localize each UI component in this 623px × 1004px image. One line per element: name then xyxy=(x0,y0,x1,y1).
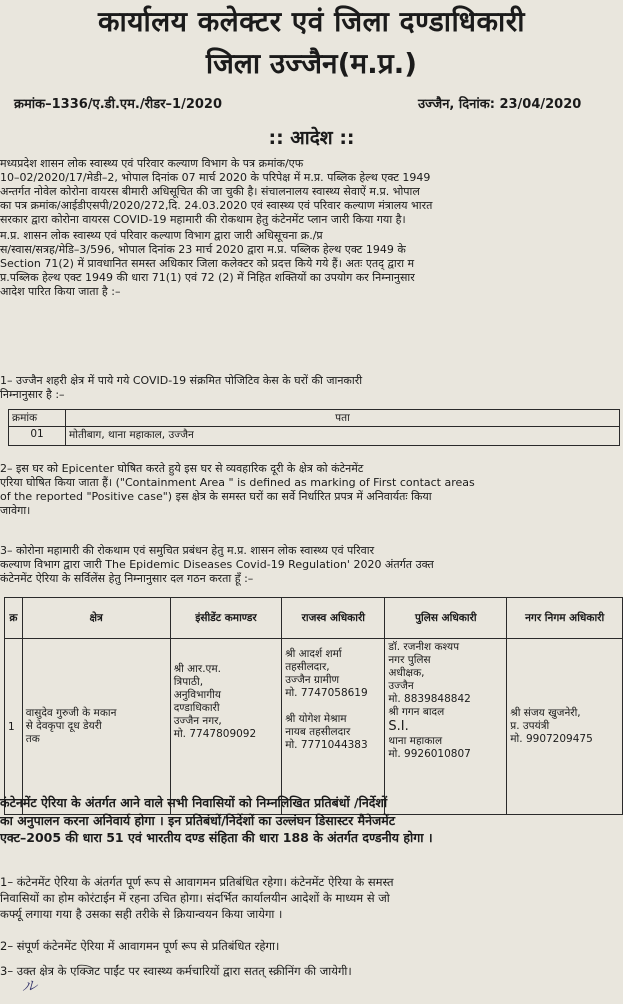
text-line: जावेगा। xyxy=(0,504,31,517)
cell-line: त्रिपाठी, xyxy=(173,676,204,688)
district-heading: जिला उज्जैन(म.प्र.) xyxy=(205,47,418,80)
text-line: म.प्र. शासन लोक स्वास्थ्य एवं परिवार कल्याण विभाग द्वारा जारी अधिसूचना क्र./प्र xyxy=(0,229,323,242)
cell-line: नगर पुलिस xyxy=(388,654,431,666)
text-line: 2– संपूर्ण कंटेनमेंट ऐरिया में आवागमन पूर्ण रूप से प्रतिबंधित रहेगा। xyxy=(0,939,280,953)
text-line: एक्ट–2005 की धारा 51 एवं भारतीय दण्ड संहिता की धारा 188 के अंतर्गत दण्डनीय होगा । xyxy=(0,830,433,845)
text-line: अन्तर्गत नोवेल कोरोना वायरस बीमारी अधिसूचित की जा चुकी है। संचालनालय स्वास्थ्य सेवाऐं म.प्र. भोपाल xyxy=(0,185,420,198)
cell-line: श्री आदर्श शर्मा xyxy=(285,648,342,660)
surveillance-team-table xyxy=(4,597,623,815)
order-title: :: आदेश :: xyxy=(268,127,355,149)
table-cell-serial: 1 xyxy=(5,639,23,815)
table-row xyxy=(9,427,620,446)
text-line: 10–02/2020/17/मेडी–2, भोपाल दिनांक 07 मार्च 2020 के परिपेक्ष में म.प्र. पब्लिक हेल्थ एक्ट 1949 xyxy=(0,171,431,184)
text-line: आदेश पारित किया जाता है :– xyxy=(0,285,121,298)
text-line: Section 71(2) में प्रावधानित समस्त अधिकार जिला कलेक्टर को प्रदत्त किये गये हैं। अतः एतद् द्वारा म xyxy=(0,257,415,270)
table-cell: मोतीबाग, थाना महाकाल, उज्जैन xyxy=(66,427,620,446)
restriction-2 xyxy=(0,939,623,953)
cell-line: तक xyxy=(25,733,40,745)
text-line: कल्याण विभाग द्वारा जारी The Epidemic Diseases Covid-19 Regulation' 2020 अंतर्गत उक्त xyxy=(0,558,434,571)
restrictions-intro xyxy=(0,794,623,847)
office-heading: कार्यालय कलेक्टर एवं जिला दण्डाधिकारी xyxy=(98,5,525,38)
cell-line xyxy=(285,700,381,713)
text-line: 3– उक्त क्षेत्र के एक्जिट पाईंट पर स्वास्थ्य कर्मचारियों द्वारा सतत् स्क्रीनिंग की जायेगी। xyxy=(0,964,352,978)
table-cell-police-officer xyxy=(385,639,507,815)
cell-line: उज्जैन नगर, xyxy=(173,715,222,727)
text-line: 1– उज्जैन शहरी क्षेत्र में पाये गये COVID-19 संक्रमित पोजिटिव केस के घरों की जानकारी xyxy=(0,374,363,387)
text-line: 2– इस घर को Epicenter घोषित करते हुये इस घर से व्यवहारिक दूरी के क्षेत्र को कंटेनमेंट xyxy=(0,462,364,475)
paragraph-notification xyxy=(0,157,623,227)
cell-line: मो. 7747809092 xyxy=(173,728,257,740)
column-header: इंसीडेंट कमाण्डर xyxy=(170,598,282,639)
cell-line: से देवकृपा दूध डेयरी xyxy=(25,720,102,732)
column-header: पता xyxy=(66,410,620,427)
text-line: निवासियों का होम कोरंटाईन में रहना उचित होगा। संदर्भित कार्यालयीन आदेशों के माध्यम से जो xyxy=(0,891,390,905)
text-line: का पत्र क्रमांक/आईडीएसपी/2020/272,दि. 24.03.2020 एवं स्वास्थ्य एवं परिवार कल्याण मंत्रालय भारत xyxy=(0,199,433,212)
cell-line: श्री आर.एम. xyxy=(173,663,221,675)
restriction-1 xyxy=(0,874,623,922)
place-date: उज्जैन, दिनांक: 23/04/2020 xyxy=(418,97,582,112)
cell-line: मो. 9926010807 xyxy=(388,748,471,760)
table-cell-incident-commander xyxy=(170,639,282,815)
column-header: पुलिस अधिकारी xyxy=(385,598,507,639)
cell-line: डॉ. रजनीश कश्यप xyxy=(388,641,460,653)
column-header: क्षेत्र xyxy=(22,598,170,639)
point-2 xyxy=(0,462,623,518)
cell-line: श्री गगन बादल xyxy=(388,706,445,718)
table-cell-area xyxy=(22,639,170,815)
cell-line: अधीक्षक, xyxy=(388,667,425,679)
text-line: स/स्वास/सत्रह/मेडि–3/596, भोपाल दिनांक 23 मार्च 2020 द्वारा म.प्र. पब्लिक हेल्थ एक्ट 1949 के xyxy=(0,243,406,256)
table-header-row xyxy=(5,598,623,639)
text-line: एरिया घोषित किया जाता हैं। ("Containment Area " is defined as marking of First contact areas xyxy=(0,476,475,489)
column-header: क्रमांक xyxy=(9,410,66,427)
point-3 xyxy=(0,544,623,586)
cell-line: श्री योगेश मेश्राम xyxy=(285,713,347,725)
text-line: कर्फ्यू लगाया गया है उसका सही तरीके से क्रियान्वयन किया जायेगा । xyxy=(0,907,283,921)
reference-number: क्रमांक–1336/ए.डी.एम./रीडर–1/2020 xyxy=(14,97,223,112)
text-line: 1– कंटेनमेंट ऐरिया के अंतर्गत पूर्ण रूप से आवागमन प्रतिबंधित रहेगा। कंटेनमेंट ऐरिया के समस्त xyxy=(0,875,394,889)
paragraph-powers xyxy=(0,229,623,299)
text-line: प्र.पब्लिक हेल्थ एक्ट 1949 की धारा 71(1) एवं 72 (2) में निहित शक्तियों का उपयोग कर निम्नानुसार xyxy=(0,271,415,284)
cell-line: तहसीलदार, xyxy=(285,661,330,673)
text-line: मध्यप्रदेश शासन लोक स्वास्थ्य एवं परिवार कल्याण विभाग के पत्र क्रमांक/एफ xyxy=(0,157,304,170)
cell-line: मो. 8839848842 xyxy=(388,693,471,705)
table-row xyxy=(5,639,623,815)
positive-case-table xyxy=(8,409,620,446)
cell-line: S.I. xyxy=(388,719,409,734)
cell-line: मो. 7747058619 xyxy=(285,687,368,699)
cell-line: श्री संजय खुजनेरी, xyxy=(510,707,581,719)
cell-line: मो. 7771044383 xyxy=(285,739,368,751)
cell-line: वासुदेव गुरुजी के मकान xyxy=(25,707,117,719)
point-1 xyxy=(0,374,623,402)
table-cell: 01 xyxy=(9,427,66,446)
cell-line: थाना महाकाल xyxy=(388,735,443,747)
cell-line: दण्डाधिकारी xyxy=(173,702,220,714)
text-line: 3– कोरोना महामारी की रोकथाम एवं समुचित प्रबंधन हेतु म.प्र. शासन लोक स्वास्थ्य एवं परिवार xyxy=(0,544,375,557)
column-header: नगर निगम अधिकारी xyxy=(507,598,623,639)
column-header: क्र xyxy=(5,598,23,639)
cell-line: उज्जैन ग्रामीण xyxy=(285,674,340,686)
cell-line: उज्जैन xyxy=(388,680,414,692)
text-line: का अनुपालन करना अनिवार्य होगा । इन प्रतिबंधों/निर्देशों का उल्लंघन डिसास्टर मैनेजमेंट xyxy=(0,812,396,828)
cell-line: अनुविभागीय xyxy=(173,689,221,701)
text-line: of the reported "Positive case") इस क्षेत्र के समस्त घरों का सर्वे निर्धारित प्रपत्र में अनिवार्यतः किया xyxy=(0,490,432,503)
cell-line: प्र. उपयंत्री xyxy=(510,720,550,732)
table-cell-municipal-officer xyxy=(507,639,623,815)
restriction-3 xyxy=(0,964,623,978)
cell-line: नायब तहसीलदार xyxy=(285,726,351,738)
cell-line: मो. 9907209475 xyxy=(510,733,593,745)
text-line: सरकार द्वारा कोरोना वायरस COVID-19 महामारी की रोकथाम हेतु कंटेनमेंट प्लान जारी किया गया है। xyxy=(0,213,406,226)
text-line: निम्नानुसार है :– xyxy=(0,388,65,401)
text-line: कंटेनमेंट ऐरिया के सर्विलेंस हेतु निम्नानुसार दल गठन करता हूँ :– xyxy=(0,572,254,585)
text-line: कंटेनमेंट ऐरिया के अंतर्गत आने वाले सभी निवासियों को निम्नलिखित प्रतिबंधों /निर्देशों xyxy=(0,795,388,810)
table-header-row xyxy=(9,410,620,427)
signature-mark: ル xyxy=(22,977,38,995)
column-header: राजस्व अधिकारी xyxy=(282,598,385,639)
table-cell-revenue-officer xyxy=(282,639,385,815)
